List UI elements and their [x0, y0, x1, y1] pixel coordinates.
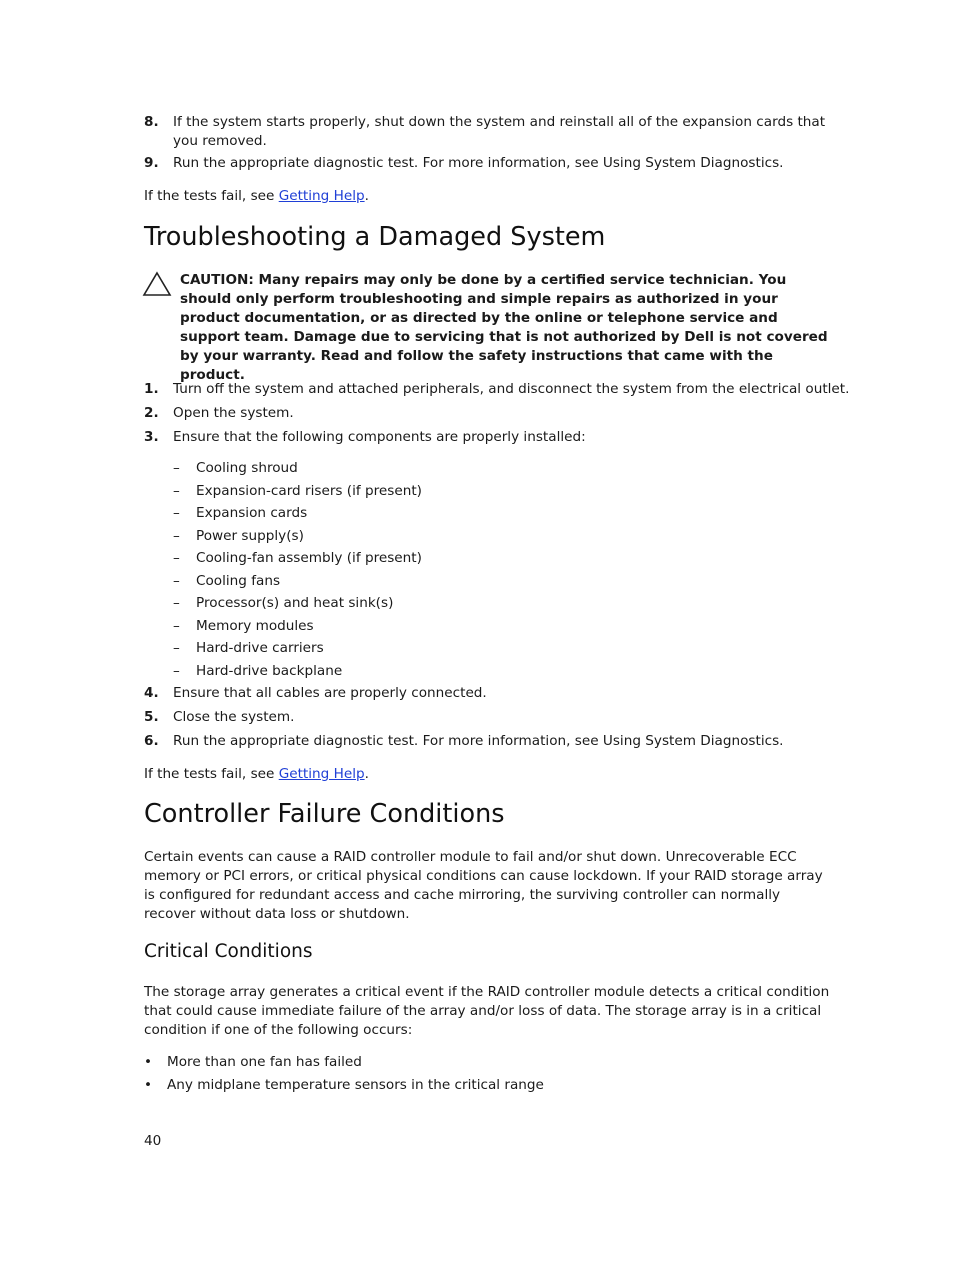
caution-text: CAUTION: Many repairs may only be done by a certified service technician. You should only perform troubleshooting and simple repairs as authorized in your product documentation, or as directed by the online or telephone service and support team. Damage due to servicing that is not authorized by Dell is not covered by your warranty. Read and follow the safety instructions that came with the product. [180, 272, 828, 383]
dash-marker: – [173, 482, 180, 499]
page-number: 40 [144, 1133, 162, 1149]
component-item: Expansion cards [196, 505, 308, 521]
step-number: 5. [144, 709, 159, 725]
step-text: Open the system. [173, 405, 294, 421]
step-text: If the system starts properly, shut down the system and reinstall all of the expansion cards that you removed. [173, 114, 826, 149]
bullet-item: Any midplane temperature sensors in the critical range [167, 1076, 544, 1093]
dash-marker: – [173, 595, 180, 611]
dash-marker: – [173, 527, 180, 544]
section-heading: Troubleshooting a Damaged System [144, 222, 606, 252]
component-item: Power supply(s) [196, 527, 304, 544]
bullet-marker: • [144, 1076, 153, 1093]
step-number: 6. [144, 733, 159, 749]
step-number: 8. [144, 114, 159, 130]
component-item: Processor(s) and heat sink(s) [196, 595, 394, 611]
step-text: Run the appropriate diagnostic test. For more information, see Using System Diagnostics. [173, 733, 784, 749]
dash-marker: – [173, 550, 180, 566]
step-text: Turn off the system and attached peripherals, and disconnect the system from the electrical outlet. [173, 381, 850, 397]
fail-note-suffix: . [364, 766, 369, 782]
bullet-item: More than one fan has failed [167, 1054, 362, 1070]
component-item: Expansion-card risers (if present) [196, 482, 422, 499]
dash-marker: – [173, 572, 180, 589]
section-paragraph: Certain events can cause a RAID controller module to fail and/or shut down. Unrecoverable ECC memory or PCI errors, or critical physical conditions can cause lockdown. If your RAID storage array is configured for redundant access and cache mirroring, the surviving controller can normally recover without data loss or shutdown. [144, 849, 823, 922]
step-text: Ensure that the following components are properly installed: [173, 429, 586, 445]
fail-note-prefix: If the tests fail, see [144, 188, 279, 204]
dash-marker: – [173, 640, 180, 656]
dash-marker: – [173, 662, 180, 679]
fail-note [144, 765, 369, 784]
subsection-heading: Critical Conditions [144, 941, 313, 962]
bullet-marker: • [144, 1054, 153, 1070]
step-text: Close the system. [173, 709, 295, 725]
component-item: Cooling fans [196, 572, 281, 589]
caution-icon [142, 271, 172, 297]
step-number: 3. [144, 429, 159, 445]
fail-note-prefix: If the tests fail, see [144, 766, 279, 782]
component-item: Hard-drive carriers [196, 640, 324, 656]
dash-marker: – [173, 617, 180, 634]
component-item: Cooling shroud [196, 460, 298, 476]
subsection-paragraph: The storage array generates a critical event if the RAID controller module detects a critical condition that could cause immediate failure of the array and/or loss of data. The storage array is in a critical condition if one of the following occurs: [144, 984, 830, 1038]
step-number: 2. [144, 405, 159, 421]
step-number: 4. [144, 685, 159, 701]
step-number: 1. [144, 381, 159, 397]
fail-note-suffix: . [364, 188, 369, 204]
getting-help-link[interactable]: Getting Help [278, 188, 365, 204]
dash-marker: – [173, 460, 180, 476]
component-item: Cooling-fan assembly (if present) [196, 550, 422, 566]
component-item: Memory modules [196, 617, 314, 634]
step-text: Run the appropriate diagnostic test. For more information, see Using System Diagnostics. [173, 155, 784, 171]
step-text: Ensure that all cables are properly connected. [173, 685, 487, 701]
component-item: Hard-drive backplane [196, 662, 343, 679]
section-heading: Controller Failure Conditions [144, 799, 505, 829]
step-number: 9. [144, 155, 159, 171]
getting-help-link[interactable]: Getting Help [278, 766, 365, 782]
dash-marker: – [173, 505, 180, 521]
fail-note [144, 187, 369, 206]
